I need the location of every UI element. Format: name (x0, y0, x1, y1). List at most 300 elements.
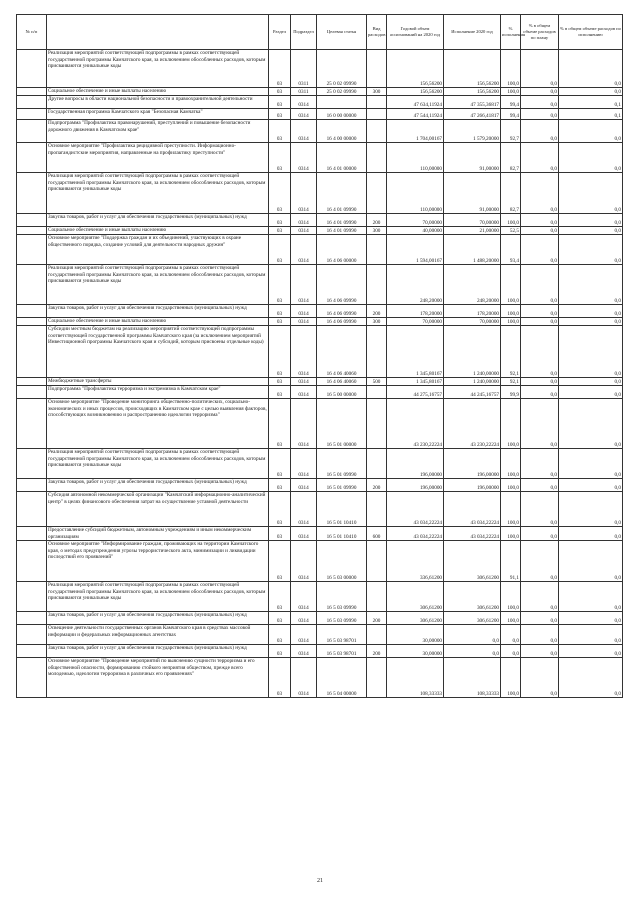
cell-plan: 1 345,80167 (387, 326, 444, 378)
cell-razdel: 03 (269, 214, 291, 227)
cell-razdel: 03 (269, 492, 291, 527)
cell-razdel: 03 (269, 527, 291, 541)
cell-vr (367, 386, 387, 399)
table-row (17, 527, 623, 541)
table-row (17, 612, 623, 625)
cell-razdel: 03 (269, 479, 291, 492)
cell-podrazdel: 0314 (291, 449, 317, 479)
cell-plan: 306,61200 (387, 582, 444, 612)
cell-podrazdel: 0314 (291, 96, 317, 109)
cell-plan: 156,56200 (387, 88, 444, 96)
cell-csr: 16 5 03 00000 (317, 541, 367, 582)
cell-num (17, 399, 47, 449)
cell-vr (367, 50, 387, 88)
cell-razdel: 03 (269, 227, 291, 235)
cell-share-exec: 0,0 (559, 541, 623, 582)
cell-fact: 43 230,22224 (444, 399, 501, 449)
cell-name: Другие вопросы в области национальной безопасности и правоохранительной деятельности (47, 96, 269, 109)
cell-vr (367, 541, 387, 582)
cell-podrazdel: 0314 (291, 527, 317, 541)
cell-podrazdel: 0314 (291, 265, 317, 305)
cell-podrazdel: 0314 (291, 582, 317, 612)
header-name (47, 15, 269, 50)
cell-name: Закупка товаров, работ и услуг для обеспечения государственных (муниципальных) нужд (47, 479, 269, 492)
table-row (17, 227, 623, 235)
cell-razdel: 03 (269, 88, 291, 96)
table-row (17, 645, 623, 658)
budget-table (16, 14, 623, 698)
cell-num (17, 386, 47, 399)
cell-vr (367, 143, 387, 173)
cell-plan: 47 634,11924 (387, 96, 444, 109)
cell-num (17, 109, 47, 120)
cell-num (17, 449, 47, 479)
cell-pct: 92,1 (501, 326, 521, 378)
cell-csr: 16 5 01 10410 (317, 527, 367, 541)
cell-share-exec: 0,1 (559, 109, 623, 120)
cell-share-total: 0,0 (521, 326, 559, 378)
header-plan: Годовой объем ассигнований на 2020 год (387, 15, 444, 50)
cell-share-exec: 0,0 (559, 645, 623, 658)
cell-share-exec: 0,0 (559, 326, 623, 378)
cell-fact: 91,00000 (444, 173, 501, 214)
cell-name: Основное мероприятие "Поддержка граждан и их объединений, участвующих в охране общественного порядка, создание условий для деятельности народных дружин" (47, 235, 269, 265)
cell-fact: 43 034,22224 (444, 492, 501, 527)
cell-pct: 100,0 (501, 658, 521, 698)
cell-csr: 16 4 06 40060 (317, 326, 367, 378)
cell-razdel: 03 (269, 96, 291, 109)
cell-name: Закупка товаров, работ и услуг для обеспечения государственных (муниципальных) нужд (47, 305, 269, 318)
cell-pct: 99,4 (501, 109, 521, 120)
cell-csr: 16 4 00 00000 (317, 120, 367, 143)
cell-plan: 306,61200 (387, 612, 444, 625)
cell-pct: 100,0 (501, 449, 521, 479)
cell-share-exec: 0,1 (559, 96, 623, 109)
cell-fact: 70,00000 (444, 214, 501, 227)
cell-pct: 92,7 (501, 120, 521, 143)
table-row (17, 492, 623, 527)
cell-plan: 1 345,80167 (387, 378, 444, 386)
cell-fact: 306,61200 (444, 612, 501, 625)
cell-plan: 44 275,16757 (387, 386, 444, 399)
cell-name: Основное мероприятие "Проведение мониторинга общественно-политических, социально-экономических и иных процессов, происходящих в Камчатском крае с целью выявления факторов, способствующих возникновению и распространению идеологии терроризма" (47, 399, 269, 449)
cell-csr: 16 5 01 09990 (317, 479, 367, 492)
cell-pct: 99,4 (501, 96, 521, 109)
cell-fact: 1 488,20000 (444, 235, 501, 265)
cell-fact: 0,0 (444, 625, 501, 645)
cell-num (17, 265, 47, 305)
cell-fact: 178,20000 (444, 305, 501, 318)
cell-plan: 30,00000 (387, 645, 444, 658)
cell-pct: 82,7 (501, 143, 521, 173)
cell-fact: 47 355,36817 (444, 96, 501, 109)
cell-fact: 306,61200 (444, 541, 501, 582)
cell-pct: 100,0 (501, 88, 521, 96)
cell-name: Закупка товаров, работ и услуг для обеспечения государственных (муниципальных) нужд (47, 214, 269, 227)
cell-fact: 156,56200 (444, 50, 501, 88)
cell-podrazdel: 0314 (291, 479, 317, 492)
cell-fact: 91,00000 (444, 143, 501, 173)
cell-csr: 16 5 03 98701 (317, 625, 367, 645)
cell-name: Субсидия автономной некоммерческой организации "Камчатский информационно-аналитический центр" в целях финансового обеспечения затрат на осуществление уставной деятельности (47, 492, 269, 527)
cell-razdel: 03 (269, 143, 291, 173)
cell-vr (367, 625, 387, 645)
cell-fact: 1 240,00000 (444, 378, 501, 386)
table-row (17, 318, 623, 326)
cell-num (17, 645, 47, 658)
cell-vr: 300 (367, 88, 387, 96)
table-row (17, 120, 623, 143)
cell-vr: 600 (367, 527, 387, 541)
cell-plan: 70,00000 (387, 214, 444, 227)
cell-name: Социальное обеспечение и иные выплаты населению (47, 318, 269, 326)
table-row (17, 378, 623, 386)
cell-csr: 16 5 01 10410 (317, 492, 367, 527)
cell-share-exec: 0,0 (559, 143, 623, 173)
cell-name: Реализация мероприятий соответствующей подпрограммы в рамках соответствующей государственной программы Камчатского края, за исключением обособленных расходов, которым присваиваются уникальные коды (47, 173, 269, 214)
cell-num (17, 88, 47, 96)
cell-pct: 0,0 (501, 645, 521, 658)
cell-share-total: 0,0 (521, 449, 559, 479)
cell-num (17, 173, 47, 214)
cell-share-exec: 0,0 (559, 582, 623, 612)
cell-plan: 110,00000 (387, 143, 444, 173)
cell-plan: 70,00000 (387, 318, 444, 326)
cell-fact: 196,00000 (444, 449, 501, 479)
cell-num (17, 50, 47, 88)
cell-csr: 25 0 02 09990 (317, 50, 367, 88)
cell-name: Закупка товаров, работ и услуг для обеспечения государственных (муниципальных) нужд (47, 612, 269, 625)
cell-share-total: 0,0 (521, 214, 559, 227)
table-header-row (17, 15, 623, 50)
cell-plan: 196,00000 (387, 449, 444, 479)
cell-podrazdel: 0314 (291, 378, 317, 386)
cell-share-exec: 0,0 (559, 492, 623, 527)
cell-pct: 100,0 (501, 582, 521, 612)
cell-plan: 47 544,11924 (387, 109, 444, 120)
cell-share-total: 0,0 (521, 582, 559, 612)
cell-csr: 16 4 06 09990 (317, 305, 367, 318)
cell-share-exec: 0,0 (559, 305, 623, 318)
cell-num (17, 378, 47, 386)
cell-pct: 100,0 (501, 612, 521, 625)
cell-vr (367, 399, 387, 449)
cell-share-total: 0,0 (521, 612, 559, 625)
table-row (17, 305, 623, 318)
cell-vr: 200 (367, 214, 387, 227)
cell-share-total: 0,0 (521, 143, 559, 173)
cell-plan: 248,20000 (387, 265, 444, 305)
cell-pct: 52,5 (501, 227, 521, 235)
cell-csr: 16 5 04 00000 (317, 658, 367, 698)
cell-share-exec: 0,0 (559, 50, 623, 88)
cell-name: Закупка товаров, работ и услуг для обеспечения государственных (муниципальных) нужд (47, 645, 269, 658)
cell-share-total: 0,0 (521, 645, 559, 658)
cell-razdel: 03 (269, 378, 291, 386)
cell-name: Подпрограмма "Профилактика терроризма и экстремизма в Камчатском крае" (47, 386, 269, 399)
cell-razdel: 03 (269, 173, 291, 214)
cell-podrazdel: 0314 (291, 173, 317, 214)
cell-podrazdel: 0311 (291, 50, 317, 88)
cell-podrazdel: 0314 (291, 326, 317, 378)
cell-share-exec: 0,0 (559, 214, 623, 227)
cell-podrazdel: 0314 (291, 120, 317, 143)
cell-num (17, 625, 47, 645)
table-row (17, 582, 623, 612)
cell-num (17, 120, 47, 143)
cell-csr: 16 5 03 98701 (317, 645, 367, 658)
cell-share-total: 0,0 (521, 658, 559, 698)
cell-num (17, 541, 47, 582)
cell-share-total: 0,0 (521, 399, 559, 449)
cell-pct: 91,1 (501, 541, 521, 582)
cell-name: Социальное обеспечение и иные выплаты населению (47, 88, 269, 96)
cell-fact: 21,00000 (444, 227, 501, 235)
cell-csr: 16 4 06 40060 (317, 378, 367, 386)
cell-share-exec: 0,0 (559, 449, 623, 479)
cell-vr: 500 (367, 378, 387, 386)
cell-razdel: 03 (269, 582, 291, 612)
cell-pct: 100,0 (501, 318, 521, 326)
cell-podrazdel: 0314 (291, 541, 317, 582)
cell-vr (367, 582, 387, 612)
cell-share-exec: 0,0 (559, 658, 623, 698)
cell-num (17, 227, 47, 235)
table-row (17, 235, 623, 265)
header-vr: Вид расходов (367, 15, 387, 50)
cell-razdel: 03 (269, 449, 291, 479)
cell-plan: 30,00000 (387, 625, 444, 645)
cell-name: Межбюджетные трансферты (47, 378, 269, 386)
cell-vr (367, 449, 387, 479)
cell-share-exec: 0,0 (559, 527, 623, 541)
cell-pct: 100,0 (501, 214, 521, 227)
cell-share-total: 0,0 (521, 96, 559, 109)
cell-pct: 100,0 (501, 527, 521, 541)
cell-plan: 1 704,00167 (387, 120, 444, 143)
cell-fact: 196,00000 (444, 479, 501, 492)
cell-csr: 25 0 02 09990 (317, 88, 367, 96)
cell-vr (367, 658, 387, 698)
cell-razdel: 03 (269, 120, 291, 143)
cell-vr (367, 235, 387, 265)
cell-share-total: 0,0 (521, 109, 559, 120)
cell-vr: 200 (367, 612, 387, 625)
table-row (17, 88, 623, 96)
cell-share-total: 0,0 (521, 541, 559, 582)
cell-vr (367, 265, 387, 305)
cell-podrazdel: 0314 (291, 214, 317, 227)
header-csr: Целевая статья (317, 15, 367, 50)
cell-podrazdel: 0314 (291, 235, 317, 265)
cell-vr: 200 (367, 479, 387, 492)
cell-csr: 16 4 01 09990 (317, 214, 367, 227)
cell-num (17, 527, 47, 541)
cell-pct: 92,1 (501, 378, 521, 386)
cell-razdel: 03 (269, 645, 291, 658)
cell-podrazdel: 0314 (291, 625, 317, 645)
cell-share-total: 0,0 (521, 386, 559, 399)
cell-num (17, 326, 47, 378)
cell-csr: 16 4 06 00000 (317, 235, 367, 265)
cell-csr: 16 5 03 09990 (317, 612, 367, 625)
cell-csr: 16 4 01 00000 (317, 143, 367, 173)
cell-fact: 47 266,41817 (444, 109, 501, 120)
cell-share-total: 0,0 (521, 265, 559, 305)
cell-vr: 200 (367, 645, 387, 658)
cell-plan: 178,20000 (387, 305, 444, 318)
cell-fact: 0,0 (444, 645, 501, 658)
cell-csr: 16 5 03 09990 (317, 582, 367, 612)
cell-name: Основное мероприятие "Профилактика рецидивной преступности. Информационно-пропагандистские мероприятия, направленные на профилактику преступности" (47, 143, 269, 173)
table-row (17, 326, 623, 378)
cell-vr: 200 (367, 305, 387, 318)
cell-razdel: 03 (269, 235, 291, 265)
cell-share-total: 0,0 (521, 318, 559, 326)
table-row (17, 143, 623, 173)
cell-razdel: 03 (269, 386, 291, 399)
header-podrazdel: Подраздел (291, 15, 317, 50)
cell-vr (367, 96, 387, 109)
cell-plan: 43 034,22224 (387, 492, 444, 527)
table-row (17, 449, 623, 479)
cell-share-exec: 0,0 (559, 88, 623, 96)
cell-vr (367, 492, 387, 527)
cell-fact: 70,00000 (444, 318, 501, 326)
cell-name: Субсидии местным бюджетам на реализацию мероприятий соответствующей подпрограммы соответствующей государственной программы Камчатского края (за исключением мероприятий Инвестиционной программы Камчатского края и субсидий, которым присвоены отдельные коды) (47, 326, 269, 378)
cell-share-exec: 0,0 (559, 318, 623, 326)
cell-share-total: 0,0 (521, 227, 559, 235)
cell-share-exec: 0,0 (559, 378, 623, 386)
cell-plan: 40,00000 (387, 227, 444, 235)
cell-fact: 248,20000 (444, 265, 501, 305)
cell-share-total: 0,0 (521, 479, 559, 492)
cell-plan: 156,56200 (387, 50, 444, 88)
cell-podrazdel: 0314 (291, 227, 317, 235)
cell-podrazdel: 0314 (291, 143, 317, 173)
cell-name: Основное мероприятие "Проведение мероприятий по выяснению сущности терроризма и его общественной опасности, формированию стойкого неприятия обществом, прежде всего молодежью, идеологии терроризма в различных его проявлениях" (47, 658, 269, 698)
cell-num (17, 492, 47, 527)
cell-razdel: 03 (269, 625, 291, 645)
cell-num (17, 143, 47, 173)
cell-razdel: 03 (269, 326, 291, 378)
cell-share-exec: 0,0 (559, 612, 623, 625)
header-pct: % исполнения (501, 15, 521, 50)
header-share-total: % в общем объеме расходов по плану (521, 15, 559, 50)
header-razdel: Раздел (269, 15, 291, 50)
cell-num (17, 305, 47, 318)
cell-name: Основное мероприятие "Информирование граждан, проживающих на территории Камчатского края, о методах предупреждения угрозы террористического акта, минимизации и ликвидации последствий его проявлений" (47, 541, 269, 582)
cell-share-total: 0,0 (521, 527, 559, 541)
cell-fact: 108,33333 (444, 658, 501, 698)
cell-num (17, 582, 47, 612)
cell-num (17, 96, 47, 109)
cell-name: Подпрограмма "Профилактика правонарушений, преступлений и повышение безопасности дорожного движения в Камчатском крае" (47, 120, 269, 143)
cell-razdel: 03 (269, 109, 291, 120)
cell-pct: 100,0 (501, 50, 521, 88)
cell-podrazdel: 0314 (291, 305, 317, 318)
cell-pct: 100,0 (501, 399, 521, 449)
header-share-exec: % в общем объеме расходов по исполнению (559, 15, 623, 50)
table-row (17, 96, 623, 109)
cell-razdel: 03 (269, 318, 291, 326)
cell-share-exec: 0,0 (559, 386, 623, 399)
cell-csr: 16 0 00 00000 (317, 109, 367, 120)
cell-csr: 16 4 01 09990 (317, 227, 367, 235)
cell-share-exec: 0,0 (559, 625, 623, 645)
cell-razdel: 03 (269, 305, 291, 318)
cell-share-total: 0,0 (521, 235, 559, 265)
cell-share-total: 0,0 (521, 305, 559, 318)
cell-plan: 1 594,00167 (387, 235, 444, 265)
cell-vr: 300 (367, 227, 387, 235)
page-number: 21 (317, 878, 323, 884)
cell-name: Освещение деятельности государственных органов Камчатского края в средствах массовой информации и федеральных информационных агентствах (47, 625, 269, 645)
cell-share-exec: 0,0 (559, 265, 623, 305)
table-row (17, 173, 623, 214)
cell-name: Реализация мероприятий соответствующей подпрограммы в рамках соответствующей государственной программы Камчатского края, за исключением обособленных расходов, которым присваиваются уникальные коды (47, 582, 269, 612)
table-row (17, 541, 623, 582)
cell-share-exec: 0,0 (559, 479, 623, 492)
cell-fact: 306,61200 (444, 582, 501, 612)
cell-fact: 1 579,20000 (444, 120, 501, 143)
cell-num (17, 612, 47, 625)
cell-podrazdel: 0314 (291, 386, 317, 399)
cell-razdel: 03 (269, 541, 291, 582)
cell-podrazdel: 0314 (291, 318, 317, 326)
cell-podrazdel: 0314 (291, 612, 317, 625)
cell-pct: 82,7 (501, 173, 521, 214)
cell-share-total: 0,0 (521, 50, 559, 88)
table-row (17, 399, 623, 449)
table-body (17, 50, 623, 698)
cell-razdel: 03 (269, 612, 291, 625)
cell-num (17, 235, 47, 265)
cell-fact: 44 245,16757 (444, 386, 501, 399)
cell-vr (367, 326, 387, 378)
cell-csr: 16 4 06 09990 (317, 318, 367, 326)
cell-plan: 110,00000 (387, 173, 444, 214)
cell-share-total: 0,0 (521, 120, 559, 143)
cell-share-exec: 0,0 (559, 227, 623, 235)
cell-plan: 196,00000 (387, 479, 444, 492)
cell-podrazdel: 0311 (291, 88, 317, 96)
cell-vr (367, 109, 387, 120)
cell-vr (367, 173, 387, 214)
cell-podrazdel: 0314 (291, 109, 317, 120)
cell-vr: 300 (367, 318, 387, 326)
cell-razdel: 03 (269, 658, 291, 698)
cell-pct: 100,0 (501, 265, 521, 305)
cell-name: Реализация мероприятий соответствующей подпрограммы в рамках соответствующей государственной программы Камчатского края, за исключением обособленных расходов, которым присваиваются уникальные коды (47, 50, 269, 88)
cell-name: Предоставление субсидий бюджетным, автономным учреждениям и иным некоммерческим организациям (47, 527, 269, 541)
cell-share-total: 0,0 (521, 378, 559, 386)
table-row (17, 214, 623, 227)
header-num: № п/п (17, 15, 47, 50)
cell-razdel: 03 (269, 265, 291, 305)
cell-csr (317, 96, 367, 109)
cell-vr (367, 120, 387, 143)
table-row (17, 658, 623, 698)
table-row (17, 625, 623, 645)
cell-share-total: 0,0 (521, 173, 559, 214)
cell-plan: 43 034,22224 (387, 527, 444, 541)
table-row (17, 50, 623, 88)
table-row (17, 109, 623, 120)
cell-fact: 43 034,22224 (444, 527, 501, 541)
cell-pct: 100,0 (501, 479, 521, 492)
cell-share-exec: 0,0 (559, 120, 623, 143)
